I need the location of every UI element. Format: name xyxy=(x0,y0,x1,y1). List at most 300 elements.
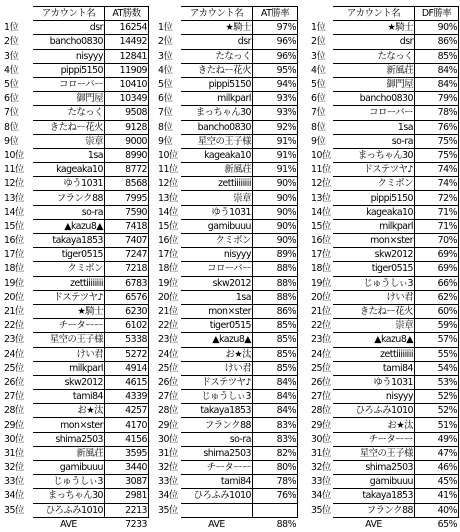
value-cell: 80% xyxy=(253,461,298,475)
table-row xyxy=(310,35,459,49)
rank-cell: 12位 xyxy=(158,178,178,190)
value-cell: 71% xyxy=(415,219,459,233)
table-row xyxy=(157,191,298,205)
table-row xyxy=(157,21,298,35)
rank-cell: 8位 xyxy=(158,121,173,133)
table-row xyxy=(310,77,459,91)
table-row xyxy=(310,191,459,205)
value-cell: 70% xyxy=(415,234,459,248)
table-row xyxy=(157,361,298,375)
rank-cell: 11位 xyxy=(311,164,331,176)
account-name-cell: 新風荘 xyxy=(333,63,415,77)
account-name-cell: まっちゃん30 xyxy=(333,148,415,162)
value-cell: 96% xyxy=(253,49,298,63)
value-cell: 84% xyxy=(253,375,298,389)
account-name-cell: まっちゃん30 xyxy=(33,489,105,503)
rank-cell: 24位 xyxy=(4,348,24,360)
value-header: AT勝数 xyxy=(105,7,149,21)
value-cell: 84% xyxy=(253,390,298,404)
rank-cell: 33位 xyxy=(158,476,178,488)
rank-cell: 32位 xyxy=(4,462,24,474)
rank-cell: 24位 xyxy=(311,348,331,360)
value-cell: 3440 xyxy=(105,461,149,475)
account-name-cell: たなっく xyxy=(333,49,415,63)
value-cell: 74% xyxy=(415,163,459,177)
table-row xyxy=(310,461,459,475)
account-name-cell: shima2503 xyxy=(181,446,253,460)
account-name-cell: takaya1853 xyxy=(333,489,415,503)
table-row xyxy=(157,262,298,276)
account-name-cell: mon×ster xyxy=(33,418,105,432)
value-cell: 2213 xyxy=(105,503,149,517)
value-cell: 90% xyxy=(253,191,298,205)
rank-cell: 11位 xyxy=(158,164,178,176)
account-name-cell: kageaka10 xyxy=(333,205,415,219)
value-cell: 7590 xyxy=(105,205,149,219)
table-row xyxy=(310,489,459,503)
table-row xyxy=(3,390,149,404)
rank-cell: 28位 xyxy=(4,405,24,417)
table-row xyxy=(157,375,298,389)
table-row xyxy=(3,290,149,304)
account-name-cell: お★汰 xyxy=(333,418,415,432)
table-row xyxy=(157,106,298,120)
table-row xyxy=(310,49,459,63)
rank-cell: 7位 xyxy=(4,107,19,119)
rank-cell: 15位 xyxy=(311,220,331,232)
table-row xyxy=(3,333,149,347)
rank-cell: 29位 xyxy=(311,419,331,431)
rank-cell: 35位 xyxy=(158,504,178,516)
table-row xyxy=(3,120,149,134)
table-row xyxy=(310,234,459,248)
table-row xyxy=(310,106,459,120)
value-cell: 79% xyxy=(415,92,459,106)
value-cell: 14492 xyxy=(105,35,149,49)
table-row xyxy=(3,461,149,475)
rank-header-cell xyxy=(310,7,333,21)
table-row xyxy=(157,177,298,191)
rank-cell: 4位 xyxy=(158,64,173,76)
value-cell: 88% xyxy=(253,276,298,290)
average-label: AVE xyxy=(365,518,382,530)
table-row xyxy=(3,418,149,432)
account-name-cell: ▲kazu8▲ xyxy=(33,219,105,233)
rank-cell: 15位 xyxy=(4,220,24,232)
account-name-cell: nisyyy xyxy=(33,49,105,63)
rank-cell: 16位 xyxy=(158,235,178,247)
value-cell: 82% xyxy=(253,446,298,460)
account-name-cell: 1sa xyxy=(181,290,253,304)
rank-cell: 27位 xyxy=(4,391,24,403)
average-row xyxy=(3,517,149,531)
account-name-cell: pippi5150 xyxy=(33,63,105,77)
table-row xyxy=(157,205,298,219)
table-row xyxy=(310,432,459,446)
value-cell: 85% xyxy=(253,361,298,375)
table-row xyxy=(3,475,149,489)
table-row xyxy=(3,49,149,63)
value-cell: 60% xyxy=(415,304,459,318)
value-cell: 84% xyxy=(415,63,459,77)
value-cell: 9508 xyxy=(105,106,149,120)
rank-cell: 26位 xyxy=(158,376,178,388)
value-cell: 11909 xyxy=(105,63,149,77)
value-cell: 62% xyxy=(415,290,459,304)
account-name-cell: kageaka10 xyxy=(181,148,253,162)
value-cell: 90% xyxy=(415,21,459,35)
table-row xyxy=(3,35,149,49)
rank-cell: 25位 xyxy=(158,362,178,374)
rank-cell: 17位 xyxy=(4,249,24,261)
table-row xyxy=(3,177,149,191)
value-header: DF勝率 xyxy=(415,7,459,21)
value-cell: 83% xyxy=(253,432,298,446)
value-cell: 5338 xyxy=(105,333,149,347)
rank-cell: 22位 xyxy=(158,320,178,332)
table-row xyxy=(310,304,459,318)
rank-cell: 27位 xyxy=(158,391,178,403)
account-name-cell: コローバー xyxy=(33,77,105,91)
value-cell: 88% xyxy=(253,290,298,304)
table-row xyxy=(3,191,149,205)
account-name-cell: けい君 xyxy=(333,290,415,304)
value-cell: 66% xyxy=(415,276,459,290)
account-name-cell: takaya1853 xyxy=(33,234,105,248)
value-cell: 45% xyxy=(415,475,459,489)
table-row xyxy=(157,404,298,418)
account-name-header: アカウント名 xyxy=(33,7,105,21)
rank-cell: 1位 xyxy=(311,22,326,34)
rank-cell: 18位 xyxy=(158,263,178,275)
account-name-cell: so-ra xyxy=(333,134,415,148)
table-row xyxy=(3,262,149,276)
value-cell: 4156 xyxy=(105,432,149,446)
value-cell: 91% xyxy=(253,163,298,177)
rank-cell: 12位 xyxy=(311,178,331,190)
rank-cell: 18位 xyxy=(311,263,331,275)
value-cell: 8772 xyxy=(105,163,149,177)
account-name-cell: お★汰 xyxy=(181,347,253,361)
account-name-cell: きたねー花火 xyxy=(181,63,253,77)
value-cell: 91% xyxy=(253,148,298,162)
rank-cell: 4位 xyxy=(4,64,19,76)
value-cell: 90% xyxy=(253,177,298,191)
rank-cell: 22位 xyxy=(311,320,331,332)
table-row xyxy=(310,290,459,304)
account-name-cell: zettiiiiiiii xyxy=(333,347,415,361)
value-cell: 95% xyxy=(253,63,298,77)
table-row xyxy=(3,432,149,446)
table-row xyxy=(310,503,459,517)
table-row xyxy=(3,63,149,77)
table-row xyxy=(3,446,149,460)
rank-cell: 2位 xyxy=(311,36,326,48)
rank-cell: 3位 xyxy=(158,50,173,62)
value-cell: 76% xyxy=(253,489,298,503)
account-name-header: アカウント名 xyxy=(333,7,415,21)
account-name-cell: gamibuuu xyxy=(33,461,105,475)
table-row xyxy=(3,375,149,389)
account-name-cell: nisyyy xyxy=(181,248,253,262)
table-row xyxy=(3,347,149,361)
rank-cell: 23位 xyxy=(311,334,331,346)
account-name-cell: mon×ster xyxy=(333,234,415,248)
table-row xyxy=(3,404,149,418)
value-cell: 51% xyxy=(415,418,459,432)
rank-cell: 9位 xyxy=(311,135,326,147)
average-spacer xyxy=(310,517,333,531)
value-cell: 9000 xyxy=(105,134,149,148)
account-name-cell: フランク88 xyxy=(33,191,105,205)
value-cell: 7407 xyxy=(105,234,149,248)
rank-cell: 35位 xyxy=(311,504,331,516)
value-cell: 4615 xyxy=(105,375,149,389)
account-name-cell: bancho0830 xyxy=(33,35,105,49)
value-cell: 84% xyxy=(253,404,298,418)
rank-cell: 3位 xyxy=(311,50,326,62)
table-row xyxy=(310,21,459,35)
value-cell: 3595 xyxy=(105,446,149,460)
value-cell: 72% xyxy=(415,191,459,205)
table-row xyxy=(157,475,298,489)
rank-cell: 6位 xyxy=(4,93,19,105)
account-name-cell: tami84 xyxy=(181,475,253,489)
value-cell: 7247 xyxy=(105,248,149,262)
value-cell: 69% xyxy=(415,262,459,276)
account-name-cell: けい君 xyxy=(33,347,105,361)
rank-cell: 24位 xyxy=(158,348,178,360)
account-name-cell: ドステツヤ♪ xyxy=(33,290,105,304)
account-name-cell: 御門屋 xyxy=(333,77,415,91)
table-row xyxy=(157,290,298,304)
table-row xyxy=(310,446,459,460)
value-cell: 7418 xyxy=(105,219,149,233)
account-name-cell: zettiiiiiiii xyxy=(33,276,105,290)
table-row xyxy=(310,375,459,389)
rank-cell: 19位 xyxy=(158,277,178,289)
rank-cell: 20位 xyxy=(311,291,331,303)
value-cell: 4339 xyxy=(105,390,149,404)
value-cell: 86% xyxy=(415,35,459,49)
account-name-cell: milkparl xyxy=(333,219,415,233)
account-name-cell: ドステツヤ♪ xyxy=(333,163,415,177)
value-cell: 75% xyxy=(415,134,459,148)
average-value: 65% xyxy=(437,518,457,530)
account-name-header: アカウント名 xyxy=(181,7,253,21)
account-name-cell: 1sa xyxy=(333,120,415,134)
value-cell: 85% xyxy=(415,49,459,63)
table-row xyxy=(3,92,149,106)
rank-cell: 1位 xyxy=(4,22,19,34)
value-cell: 40% xyxy=(415,503,459,517)
average-spacer xyxy=(157,517,181,531)
table-row xyxy=(157,120,298,134)
value-cell: 2981 xyxy=(105,489,149,503)
table-row xyxy=(310,205,459,219)
rank-cell: 31位 xyxy=(311,447,331,459)
rank-cell: 27位 xyxy=(311,391,331,403)
account-name-cell: じゅうしぃ3 xyxy=(181,390,253,404)
value-cell: 57% xyxy=(415,333,459,347)
rank-cell: 8位 xyxy=(311,121,326,133)
value-cell: 85% xyxy=(253,333,298,347)
value-cell: 93% xyxy=(253,92,298,106)
value-cell: 54% xyxy=(415,361,459,375)
rank-cell: 15位 xyxy=(158,220,178,232)
account-name-cell: きたねー花火 xyxy=(33,120,105,134)
account-name-cell: クミポン xyxy=(33,262,105,276)
rank-cell: 28位 xyxy=(311,405,331,417)
table-row xyxy=(310,390,459,404)
header-row xyxy=(157,7,298,21)
rank-cell: 10位 xyxy=(4,149,24,161)
account-name-cell: ゆう1031 xyxy=(33,177,105,191)
rank-header-cell xyxy=(157,7,181,21)
rank-cell: 16位 xyxy=(311,235,331,247)
account-name-cell: skw2012 xyxy=(33,375,105,389)
average-label: AVE xyxy=(208,518,225,530)
table-row xyxy=(310,333,459,347)
value-cell: 4170 xyxy=(105,418,149,432)
rank-cell: 30位 xyxy=(158,433,178,445)
rank-cell: 7位 xyxy=(311,107,326,119)
account-name-cell: チーターー xyxy=(333,432,415,446)
table-row xyxy=(3,77,149,91)
value-cell: 8568 xyxy=(105,177,149,191)
table-row xyxy=(157,333,298,347)
account-name-cell: 1sa xyxy=(33,148,105,162)
account-name-cell: bancho0830 xyxy=(181,120,253,134)
value-cell: 4257 xyxy=(105,404,149,418)
table-row xyxy=(157,134,298,148)
value-cell: 71% xyxy=(415,205,459,219)
account-name-cell: nisyyy xyxy=(333,390,415,404)
account-name-cell: tami84 xyxy=(33,390,105,404)
table-row xyxy=(310,262,459,276)
rank-cell: 19位 xyxy=(4,277,24,289)
rank-cell: 23位 xyxy=(4,334,24,346)
table-row xyxy=(310,361,459,375)
account-name-cell: shima2503 xyxy=(33,432,105,446)
value-cell: 97% xyxy=(253,21,298,35)
table-row xyxy=(3,163,149,177)
table-row xyxy=(157,49,298,63)
account-name-cell: 新風荘 xyxy=(33,446,105,460)
table-row xyxy=(310,276,459,290)
table-row xyxy=(157,248,298,262)
rank-cell: 3位 xyxy=(4,50,19,62)
value-cell: 83% xyxy=(253,418,298,432)
value-cell: 88% xyxy=(253,262,298,276)
rank-cell: 30位 xyxy=(311,433,331,445)
value-cell: 85% xyxy=(253,319,298,333)
account-name-cell: mon×ster xyxy=(181,304,253,318)
rank-cell: 14位 xyxy=(4,206,24,218)
account-name-cell: 崇章 xyxy=(333,319,415,333)
rank-cell: 13位 xyxy=(4,192,24,204)
rank-cell: 9位 xyxy=(4,135,19,147)
rank-header-cell xyxy=(3,7,33,21)
table-row xyxy=(310,404,459,418)
rank-cell: 12位 xyxy=(4,178,24,190)
value-cell: 53% xyxy=(415,375,459,389)
value-cell: 69% xyxy=(415,248,459,262)
rank-cell: 28位 xyxy=(158,405,178,417)
table-row xyxy=(310,475,459,489)
at-wins-table xyxy=(2,6,149,532)
table-row xyxy=(157,390,298,404)
table-row xyxy=(3,234,149,248)
table-row xyxy=(157,319,298,333)
table-row xyxy=(310,248,459,262)
table-row xyxy=(3,503,149,517)
rank-cell: 29位 xyxy=(158,419,178,431)
account-name-cell: ゆう1031 xyxy=(181,205,253,219)
account-name-cell: クミポン xyxy=(333,177,415,191)
table-row xyxy=(3,205,149,219)
value-cell: 4914 xyxy=(105,361,149,375)
value-cell: 41% xyxy=(415,489,459,503)
table-row xyxy=(157,219,298,233)
rank-cell: 22位 xyxy=(4,320,24,332)
value-cell: 91% xyxy=(253,134,298,148)
rank-cell: 6位 xyxy=(311,93,326,105)
account-name-cell: コローバー xyxy=(333,106,415,120)
value-cell: 3087 xyxy=(105,475,149,489)
value-cell: 6783 xyxy=(105,276,149,290)
table-row xyxy=(310,148,459,162)
table-row xyxy=(310,418,459,432)
account-name-cell: bancho0830 xyxy=(333,92,415,106)
header-row xyxy=(310,7,459,21)
account-name-cell: じゅうしぃ3 xyxy=(333,276,415,290)
rank-cell: 34位 xyxy=(4,490,24,502)
average-row xyxy=(310,517,459,531)
rank-cell: 29位 xyxy=(4,419,24,431)
value-cell: 9128 xyxy=(105,120,149,134)
account-name-cell: ★騎士 xyxy=(181,21,253,35)
value-cell: 93% xyxy=(253,106,298,120)
value-cell: 10410 xyxy=(105,77,149,91)
table-row xyxy=(3,361,149,375)
value-cell: 76% xyxy=(415,120,459,134)
rank-cell: 5位 xyxy=(4,79,19,91)
account-name-cell: 御門屋 xyxy=(33,92,105,106)
value-cell: 78% xyxy=(415,106,459,120)
value-cell: 92% xyxy=(253,120,298,134)
rank-cell: 2位 xyxy=(158,36,173,48)
table-row xyxy=(3,219,149,233)
table-row xyxy=(310,163,459,177)
value-header: AT勝率 xyxy=(253,7,298,21)
table-row xyxy=(157,63,298,77)
account-name-cell: まっちゃん30 xyxy=(181,106,253,120)
rank-cell: 2位 xyxy=(4,36,19,48)
rank-cell: 34位 xyxy=(158,490,178,502)
account-name-cell: ひろふみ1010 xyxy=(33,503,105,517)
account-name-cell: たなっく xyxy=(181,49,253,63)
rank-cell: 21位 xyxy=(4,306,24,318)
rank-cell: 10位 xyxy=(311,149,331,161)
table-row xyxy=(310,319,459,333)
account-name-cell: 崇章 xyxy=(181,191,253,205)
account-name-cell: kageaka10 xyxy=(33,163,105,177)
rank-cell: 21位 xyxy=(158,306,178,318)
table-row xyxy=(157,432,298,446)
account-name-cell: 星空の王子様 xyxy=(33,333,105,347)
account-name-cell: きたねー花火 xyxy=(333,304,415,318)
